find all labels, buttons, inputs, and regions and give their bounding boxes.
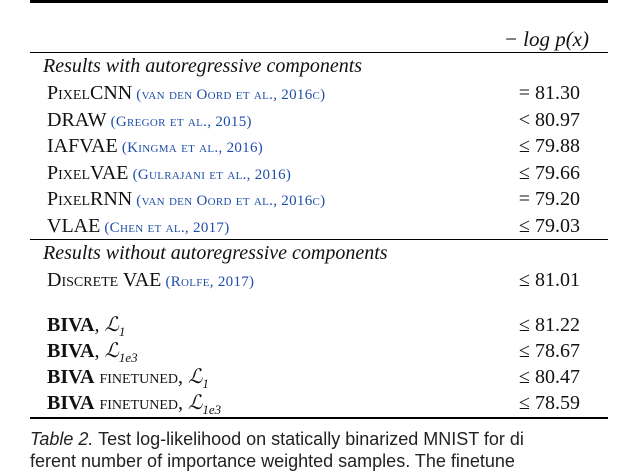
citation: (Kingma et al., 2016) — [117, 140, 264, 156]
loss-symbol: ℒ — [187, 392, 203, 414]
nll-value: ≤ 79.03 — [519, 214, 580, 237]
table-row — [47, 267, 608, 293]
loss-subscript: 1 — [202, 376, 209, 391]
separator: , — [177, 366, 188, 388]
nll-value: < 80.97 — [518, 108, 580, 131]
caption-line-2: ferent number of importance weighted samples. The finetune — [30, 451, 515, 471]
table-row — [47, 312, 608, 338]
model-name: VLAE — [47, 214, 101, 237]
table-row — [47, 338, 608, 364]
nll-value: ≤ 81.22 — [519, 314, 580, 336]
model-name: DRAW — [47, 108, 107, 131]
model-cell — [47, 390, 221, 418]
model-name: BIVA — [47, 314, 95, 336]
model-cell — [47, 213, 230, 241]
model-suffix: finetuned — [94, 392, 178, 414]
loss-subscript: 1 — [118, 324, 126, 339]
model-cell — [47, 338, 138, 366]
citation: (Chen et al., 2017) — [100, 219, 230, 236]
citation: (Gregor et al., 2015) — [106, 113, 252, 130]
table-row — [47, 107, 608, 133]
nll-value: = 81.30 — [518, 82, 580, 104]
table-caption — [30, 425, 524, 475]
loss-subscript: 1e3 — [118, 350, 138, 365]
model-cell — [47, 107, 252, 135]
loss-symbol: ℒ — [104, 340, 119, 362]
separator: , — [177, 392, 188, 414]
model-name: PixelVAE — [47, 161, 129, 184]
model-name: BIVA — [47, 340, 95, 362]
caption-text-1: Test log-likelihood on statically binarized MNIST for di — [93, 429, 524, 449]
nll-value: ≤ 80.47 — [519, 366, 580, 388]
table-row — [47, 213, 608, 239]
citation: (Rolfe, 2017) — [161, 274, 255, 290]
nll-value: ≤ 79.88 — [519, 135, 580, 157]
model-name: BIVA — [47, 366, 95, 388]
model-name: BIVA — [47, 392, 95, 414]
citation: (van den Oord et al., 2016c) — [132, 87, 326, 103]
nll-value: ≤ 81.01 — [519, 269, 580, 291]
model-cell — [47, 267, 254, 295]
nll-value: = 79.20 — [518, 188, 580, 210]
loss-symbol: ℒ — [187, 366, 203, 388]
nll-value: ≤ 79.66 — [519, 161, 580, 184]
caption-label: Table 2. — [30, 429, 94, 449]
nll-value: ≤ 78.67 — [519, 340, 580, 362]
model-name: IAFVAE — [47, 135, 118, 157]
table-row — [47, 80, 608, 106]
model-cell — [47, 312, 125, 340]
top-rule — [30, 0, 608, 3]
model-name: PixelCNN — [47, 82, 133, 104]
citation: (Gulrajani et al., 2016) — [128, 166, 292, 183]
model-name: Discrete VAE — [47, 269, 162, 291]
separator: , — [94, 340, 105, 362]
column-header: − log p(x) — [503, 27, 589, 51]
separator: , — [94, 314, 105, 336]
section-title-non-autoregressive: Results without autoregressive components — [43, 242, 388, 264]
section-title-autoregressive: Results with autoregressive components — [43, 55, 363, 77]
loss-symbol: ℒ — [104, 314, 119, 336]
model-cell — [47, 80, 325, 108]
model-suffix: finetuned — [94, 366, 178, 388]
table-row — [47, 186, 608, 212]
model-name: PixelRNN — [47, 188, 133, 210]
model-cell — [47, 160, 291, 188]
table-row — [47, 364, 608, 390]
model-cell — [47, 186, 325, 214]
loss-subscript: 1e3 — [202, 402, 222, 417]
nll-value: ≤ 78.59 — [519, 392, 580, 414]
citation: (van den Oord et al., 2016c) — [132, 193, 326, 209]
table-row — [47, 390, 608, 416]
model-cell — [47, 133, 263, 161]
model-cell — [47, 364, 209, 392]
table-row — [47, 133, 608, 159]
table-row — [47, 160, 608, 186]
